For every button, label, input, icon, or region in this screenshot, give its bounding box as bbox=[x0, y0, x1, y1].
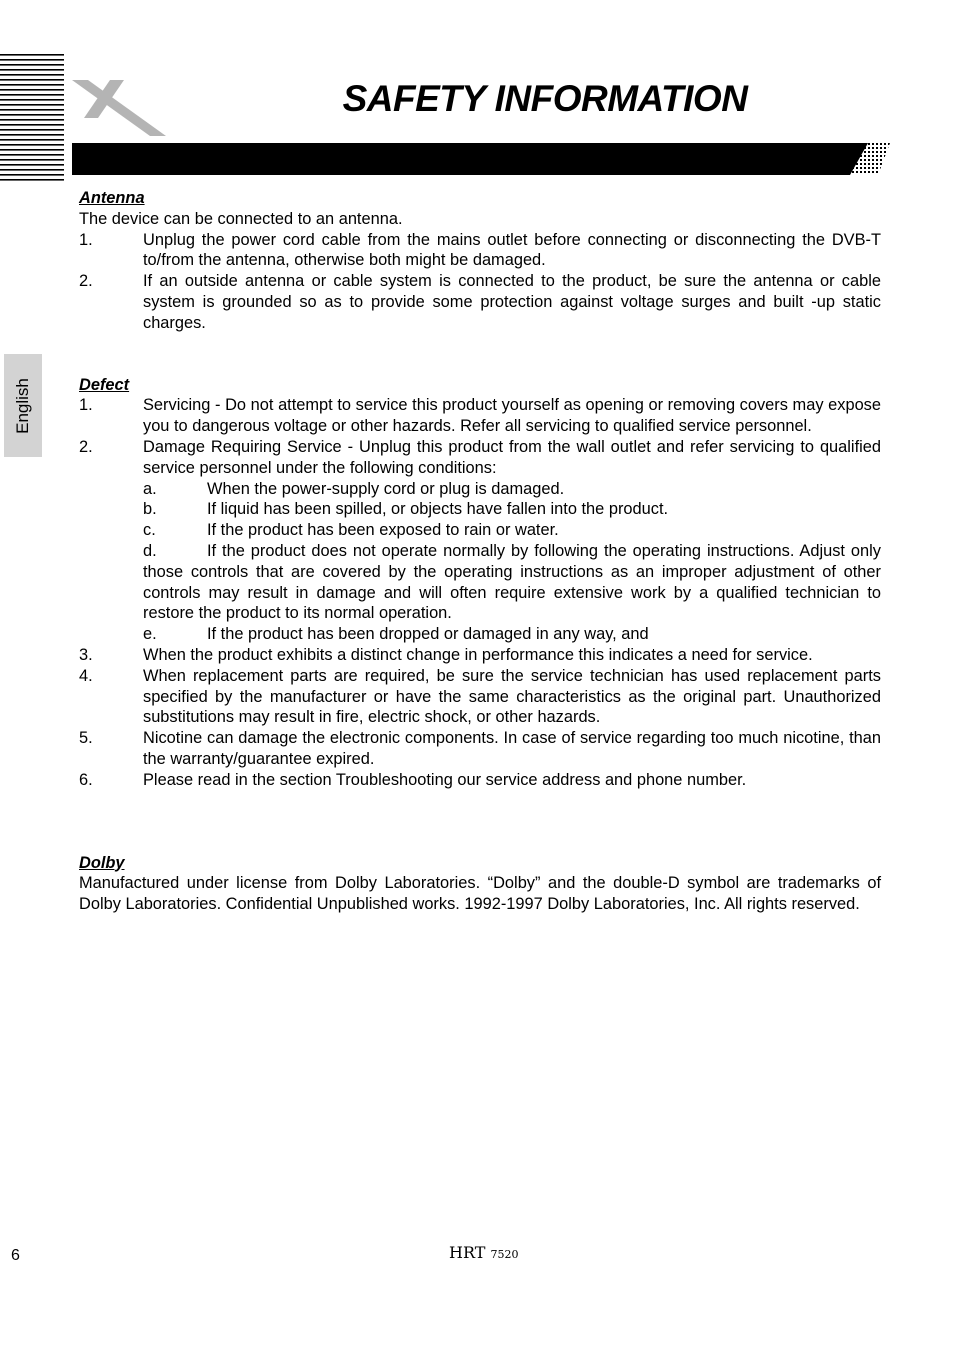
list-item bbox=[79, 271, 881, 333]
list-item-text: Servicing - Do not attempt to service this product yourself as opening or removing covers may expose you to dangerous voltage or other hazards. Refer all servicing to qualified service personnel. bbox=[143, 396, 881, 436]
sub-list-item bbox=[79, 541, 881, 624]
model-name bbox=[449, 1243, 518, 1262]
sub-list-item-letter: b. bbox=[143, 500, 157, 519]
sub-list-item-letter: a. bbox=[143, 479, 157, 498]
sub-list-item-text: If the product has been exposed to rain or water. bbox=[207, 521, 559, 540]
list-item-number: 1. bbox=[79, 396, 93, 415]
list-item-text: Nicotine can damage the electronic components. In case of service regarding too much nicotine, than the warranty/guarantee expired. bbox=[143, 729, 881, 768]
defect-heading: Defect bbox=[79, 375, 130, 394]
dolby-heading: Dolby bbox=[79, 853, 125, 872]
language-tab-label: English bbox=[13, 377, 32, 434]
sub-list-item-letter: d. bbox=[143, 541, 157, 560]
list-item-text: When the product exhibits a distinct change in performance this indicates a need for service. bbox=[143, 645, 813, 664]
model-number: 7520 bbox=[490, 1248, 519, 1261]
list-item-number: 4. bbox=[79, 666, 93, 685]
list-item bbox=[79, 395, 881, 437]
sub-list-item-letter: c. bbox=[143, 521, 156, 540]
list-item bbox=[79, 666, 881, 728]
model-main: HRT bbox=[449, 1243, 486, 1262]
sub-list-item bbox=[79, 520, 881, 541]
list-item-text: If an outside antenna or cable system is connected to the product, be sure the antenna or cable system is grounded so as to provide some protection against voltage surges and built -up static charges. bbox=[143, 272, 881, 332]
antenna-intro: The device can be connected to an antenna. bbox=[79, 209, 403, 228]
sub-list-item-text: If the product does not operate normally by following the operating instructions. Adjust only those controls that are covered by the operating instructions as an improper adjustment of other controls may result in damage and will often require extensive work by a qualified technician to restore the product to its normal operation. bbox=[143, 541, 881, 623]
list-item-number: 1. bbox=[79, 230, 93, 249]
sub-list-item bbox=[79, 499, 881, 520]
header-bar bbox=[72, 143, 890, 175]
list-item bbox=[79, 728, 881, 770]
sub-list-item-text: If liquid has been spilled, or objects have fallen into the product. bbox=[207, 500, 669, 519]
list-item bbox=[79, 645, 881, 666]
list-item-number: 3. bbox=[79, 645, 93, 664]
list-item-text: Unplug the power cord cable from the mains outlet before connecting or disconnecting the DVB-T to/from the antenna, otherwise both might be damaged. bbox=[143, 230, 881, 270]
list-item-number: 5. bbox=[79, 729, 93, 748]
language-tab bbox=[4, 354, 42, 457]
list-item-number: 6. bbox=[79, 770, 93, 789]
sub-list-item bbox=[79, 479, 881, 500]
list-item-text: When replacement parts are required, be sure the service technician has used replacement parts specified by the manufacturer or have the same characteristics as the original part. Unauthorized substitutions may result in fire, electric shock, or other hazards. bbox=[143, 666, 881, 727]
document-body bbox=[79, 188, 881, 915]
sub-list-item-letter: e. bbox=[143, 625, 157, 644]
page-title: SAFETY INFORMATION bbox=[342, 78, 748, 119]
page-number: 6 bbox=[11, 1247, 20, 1264]
list-item-number: 2. bbox=[79, 272, 93, 291]
list-item-text: Please read in the section Troubleshooting our service address and phone number. bbox=[143, 770, 747, 789]
sub-list-item-text: When the power-supply cord or plug is damaged. bbox=[207, 479, 565, 498]
list-item-number: 2. bbox=[79, 437, 93, 456]
list-item bbox=[79, 770, 881, 791]
sub-list-item-text: If the product has been dropped or damaged in any way, and bbox=[207, 625, 649, 644]
list-item-text: Damage Requiring Service - Unplug this product from the wall outlet and refer servicing to qualified service personnel under the following conditions: bbox=[143, 437, 881, 477]
antenna-heading: Antenna bbox=[79, 189, 145, 207]
list-item bbox=[79, 437, 881, 479]
list-item bbox=[79, 230, 881, 272]
dolby-text: Manufactured under license from Dolby Laboratories. “Dolby” and the double-D symbol are trademarks of Dolby Laboratories. Confidential Unpublished works. 1992-1997 Dolby Laboratories, Inc. All rights reserved. bbox=[79, 874, 881, 914]
sub-list-item bbox=[79, 624, 881, 645]
